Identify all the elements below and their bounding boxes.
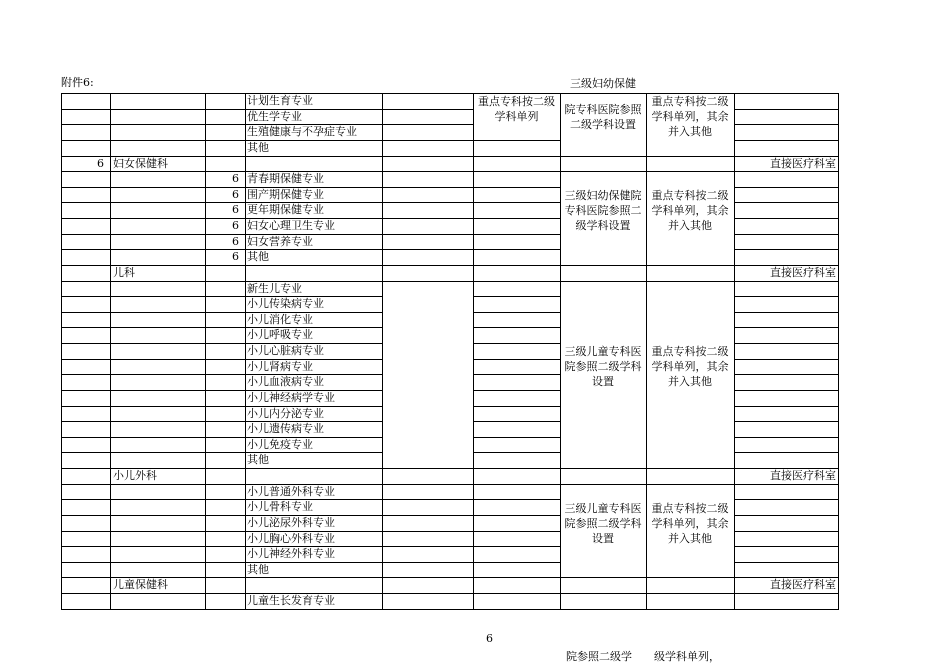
cell-category: 直接医疗科室 xyxy=(770,266,836,279)
row-border xyxy=(734,312,839,313)
row-border xyxy=(734,374,839,375)
row-border xyxy=(734,343,839,344)
row-border xyxy=(473,390,561,391)
row-border xyxy=(473,546,561,547)
cell-specialty: 其他 xyxy=(247,453,269,466)
row-border xyxy=(382,499,474,500)
cell-specialty: 其他 xyxy=(247,141,269,154)
cell-specialty: 小儿遗传病专业 xyxy=(247,422,324,435)
merged-note-peds-col7: 三级儿童专科医院参照二级学科设置 xyxy=(564,345,642,388)
row-border xyxy=(473,374,561,375)
cell-specialty: 小儿普通外科专业 xyxy=(247,485,335,498)
row-border xyxy=(473,468,561,469)
row-border xyxy=(473,499,561,500)
row-border xyxy=(473,593,561,594)
cell-code: 6 xyxy=(232,188,239,201)
row-border xyxy=(473,562,561,563)
merged-note-women-col8: 重点专科按二级学科单列，其余并入其他 xyxy=(651,188,729,232)
cell-specialty: 小儿肾病专业 xyxy=(247,360,313,373)
row-border xyxy=(473,312,561,313)
column-border xyxy=(734,93,735,610)
row-border xyxy=(382,234,474,235)
row-border xyxy=(473,531,561,532)
row-border xyxy=(382,484,474,485)
row-border xyxy=(382,140,474,141)
row-border xyxy=(473,343,561,344)
row-border xyxy=(473,265,561,266)
cell-specialty: 小儿内分泌专业 xyxy=(247,407,324,420)
cell-specialty: 小儿免疫专业 xyxy=(247,438,313,451)
row-border xyxy=(382,202,474,203)
row-border xyxy=(734,281,839,282)
row-border xyxy=(473,406,561,407)
cell-specialty: 儿童生长发育专业 xyxy=(247,594,335,607)
row-border xyxy=(734,593,839,594)
column-border xyxy=(473,93,474,610)
row-border xyxy=(473,281,561,282)
row-border xyxy=(382,249,474,250)
row-border xyxy=(473,218,561,219)
row-border xyxy=(734,499,839,500)
merged-note-surg-col8: 重点专科按二级学科单列，其余并入其他 xyxy=(651,501,729,545)
cell-specialty: 优生学专业 xyxy=(247,110,302,123)
row-border xyxy=(734,421,839,422)
row-border xyxy=(473,171,561,172)
row-border xyxy=(473,421,561,422)
cell-number: 6 xyxy=(97,157,104,170)
merged-note-peds-col8: 重点专科按二级学科单列，其余并入其他 xyxy=(651,345,729,388)
row-border xyxy=(473,187,561,188)
row-border xyxy=(734,187,839,188)
cell-specialty: 小儿泌尿外科专业 xyxy=(247,516,335,529)
attachment-label: 附件6: xyxy=(61,76,94,89)
row-border xyxy=(734,218,839,219)
row-border xyxy=(382,109,474,110)
row-border xyxy=(382,515,474,516)
row-border xyxy=(382,593,474,594)
cell-code: 6 xyxy=(232,235,239,248)
row-border xyxy=(473,140,561,141)
cell-specialty: 围产期保健专业 xyxy=(247,188,324,201)
cell-category: 直接医疗科室 xyxy=(770,469,836,482)
row-border xyxy=(382,218,474,219)
row-border xyxy=(473,437,561,438)
cell-specialty: 新生儿专业 xyxy=(247,282,302,295)
cell-specialty: 计划生育专业 xyxy=(247,94,313,107)
cell-specialty: 小儿传染病专业 xyxy=(247,297,324,310)
next-page-col7-fragment: 院参照二级学 xyxy=(566,650,632,663)
row-border xyxy=(734,109,839,110)
row-border xyxy=(473,484,561,485)
row-border xyxy=(734,140,839,141)
table-edge xyxy=(838,93,839,610)
row-border xyxy=(382,156,474,157)
cell-category: 直接医疗科室 xyxy=(770,157,836,170)
row-border xyxy=(646,468,735,469)
page-number: 6 xyxy=(486,632,493,645)
column-border xyxy=(245,93,246,610)
cell-code: 6 xyxy=(232,172,239,185)
row-border xyxy=(734,327,839,328)
column-border xyxy=(382,93,383,610)
table-edge xyxy=(61,609,839,610)
cell-specialty: 其他 xyxy=(247,250,269,263)
row-border xyxy=(734,249,839,250)
row-border xyxy=(560,577,647,578)
cell-specialty: 小儿呼吸专业 xyxy=(247,328,313,341)
row-border xyxy=(382,562,474,563)
row-border xyxy=(473,359,561,360)
row-border xyxy=(382,281,474,282)
cell-code: 6 xyxy=(232,250,239,263)
row-border xyxy=(382,265,474,266)
row-border xyxy=(646,577,735,578)
row-border xyxy=(734,531,839,532)
row-border xyxy=(382,171,474,172)
overflow-note-top: 三级妇幼保健 xyxy=(570,77,636,90)
cell-specialty: 小儿心脏病专业 xyxy=(247,344,324,357)
row-border xyxy=(734,171,839,172)
merged-note-top-col8: 重点专科按二级学科单列，其余并入其他 xyxy=(651,95,729,138)
merged-note-top-col7: 院专科医院参照二级学科设置 xyxy=(564,102,642,131)
cell-specialty: 小儿神经外科专业 xyxy=(247,547,335,560)
row-border xyxy=(382,468,474,469)
row-border xyxy=(473,296,561,297)
row-border xyxy=(560,468,647,469)
cell-specialty: 青春期保健专业 xyxy=(247,172,324,185)
cell-code: 6 xyxy=(232,203,239,216)
cell-specialty: 小儿神经病学专业 xyxy=(247,391,335,404)
row-border xyxy=(734,484,839,485)
cell-specialty: 更年期保健专业 xyxy=(247,203,324,216)
row-border xyxy=(646,265,735,266)
cell-specialty: 小儿骨科专业 xyxy=(247,500,313,513)
cell-department: 妇女保健科 xyxy=(113,157,168,170)
cell-code: 6 xyxy=(232,219,239,232)
cell-specialty: 妇女心理卫生专业 xyxy=(247,219,335,232)
cell-category: 直接医疗科室 xyxy=(770,578,836,591)
row-border xyxy=(560,593,647,594)
row-border xyxy=(734,562,839,563)
table-edge xyxy=(61,93,62,610)
column-border xyxy=(560,93,561,610)
row-border xyxy=(734,515,839,516)
row-border xyxy=(560,156,647,157)
row-border xyxy=(734,437,839,438)
row-border xyxy=(473,577,561,578)
cell-specialty: 小儿消化专业 xyxy=(247,313,313,326)
merged-note-top-col6: 重点专科按二级学科单列 xyxy=(478,94,555,123)
row-border xyxy=(734,452,839,453)
cell-specialty: 妇女营养专业 xyxy=(247,235,313,248)
row-border xyxy=(382,187,474,188)
row-border xyxy=(382,124,474,125)
cell-specialty: 小儿胸心外科专业 xyxy=(247,532,335,545)
row-border xyxy=(734,234,839,235)
row-border xyxy=(473,234,561,235)
row-border xyxy=(734,359,839,360)
row-border xyxy=(473,452,561,453)
row-border xyxy=(734,406,839,407)
row-border xyxy=(473,515,561,516)
row-border xyxy=(473,327,561,328)
cell-department: 儿科 xyxy=(113,266,135,279)
row-border xyxy=(560,265,647,266)
row-border xyxy=(382,577,474,578)
column-border xyxy=(205,93,206,610)
row-border xyxy=(473,202,561,203)
row-border xyxy=(646,593,735,594)
cell-specialty: 生殖健康与不孕症专业 xyxy=(247,125,357,138)
row-border xyxy=(646,156,735,157)
cell-department: 小儿外科 xyxy=(113,469,157,482)
row-border xyxy=(734,202,839,203)
next-page-col8-fragment: 级学科单列， xyxy=(654,650,720,663)
row-border xyxy=(382,531,474,532)
row-border xyxy=(734,124,839,125)
column-border xyxy=(110,93,111,610)
row-border xyxy=(473,249,561,250)
row-border xyxy=(734,546,839,547)
cell-specialty: 小儿血液病专业 xyxy=(247,375,324,388)
column-border xyxy=(646,93,647,610)
row-border xyxy=(382,546,474,547)
row-border xyxy=(734,390,839,391)
cell-specialty: 其他 xyxy=(247,563,269,576)
cell-department: 儿童保健科 xyxy=(113,578,168,591)
row-border xyxy=(734,296,839,297)
row-border xyxy=(473,156,561,157)
merged-note-surg-col7: 三级儿童专科医院参照二级学科设置 xyxy=(564,501,642,545)
merged-note-women-col7: 三级妇幼保健院专科医院参照二级学科设置 xyxy=(564,188,642,232)
